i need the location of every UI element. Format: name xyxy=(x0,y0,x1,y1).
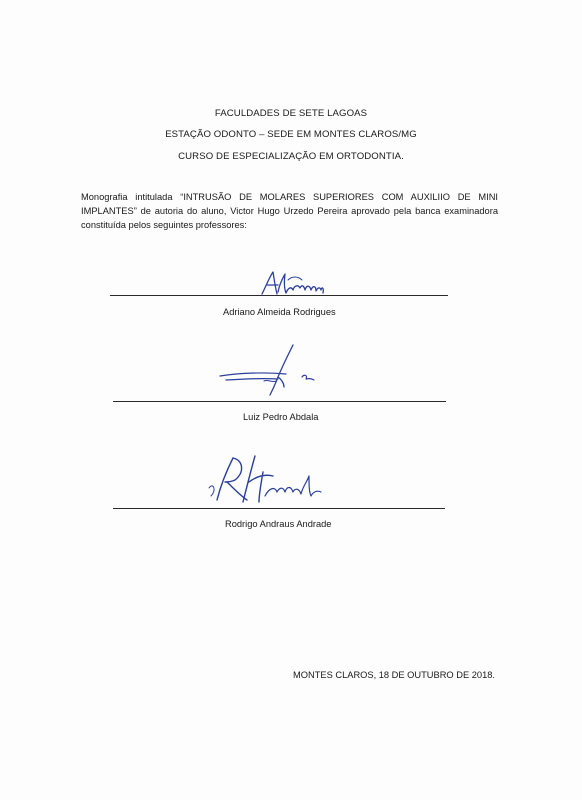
approval-paragraph: Monografia intitulada “INTRUSÃO DE MOLARES SUPERIORES COM AUXILIIO DE MINI IMPLANTES” de autoria do aluno, Victor Hugo Urzedo Pereira aprovado pela banca examinadora constituída pelos seguintes professores: xyxy=(81,192,498,230)
campus-name: ESTAÇÃO ODONTO – SEDE EM MONTES CLAROS/MG xyxy=(165,129,417,140)
signature-image-2 xyxy=(218,343,318,398)
course-name: CURSO DE ESPECIALIZAÇÃO EM ORTODONTIA. xyxy=(178,151,404,162)
signature-image-3 xyxy=(205,452,335,508)
professor-name-3: Rodrigo Andraus Andrade xyxy=(225,519,332,529)
professor-name-2: Luiz Pedro Abdala xyxy=(243,412,319,422)
signature-line-1 xyxy=(110,295,448,296)
signature-line-3 xyxy=(113,508,445,509)
signature-line-2 xyxy=(113,401,446,402)
institution-name: FACULDADES DE SETE LAGOAS xyxy=(214,108,368,119)
date-line: MONTES CLAROS, 18 DE OUTUBRO DE 2018. xyxy=(293,670,496,680)
professor-name-1: Adriano Almeida Rodrigues xyxy=(223,307,336,317)
